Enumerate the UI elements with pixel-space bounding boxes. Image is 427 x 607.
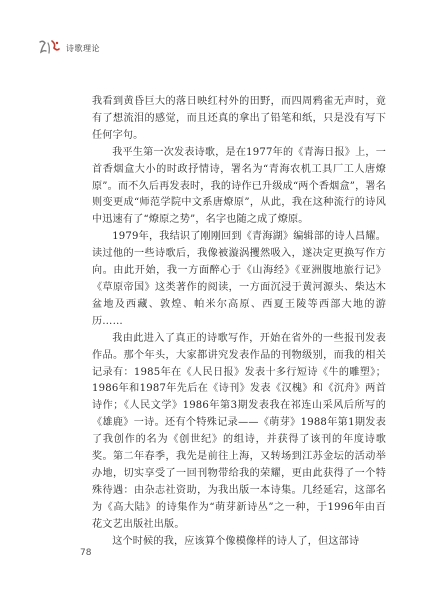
running-header <box>38 38 100 58</box>
calligraphy-logo-icon <box>38 39 62 57</box>
paragraph-2: 我平生第一次发表诗歌，是在1977年的《青海日报》上，一首香烟盒大小的时政抒情诗，署名为“青海农机工具厂工人唐燎原”。而不久后再发表时，我的诗作已升级成“两个香烟盒”，署名则变更成“师范学院中文系唐燎原”，从此，我在这种流行的诗风中迅速有了“燎原之势”，名字也随之成了燎原。 <box>92 146 387 226</box>
paragraph-3: 1979年，我结识了刚刚回到《青海湖》编辑部的诗人昌耀。读过他的一些诗歌后，我像被漩涡攫然吸入，遂决定更换写作方向。由此开始，我一方面醉心于《山海经》《亚洲腹地旅行记》《草原帝国》这类著作的阅读，一方面沉浸于黄河源头、柴达木盆地及西藏、敦煌、帕米尔高原、西夏王陵等西部大地的游历…… <box>92 231 386 327</box>
paragraph-4: 我由此进入了真正的诗歌写作，开始在省外的一些报刊发表作品。那个年头，大家都讲究发表作品的刊物级别，而我的相关记录有：1985年在《人民日报》发表十多行短诗《牛的雕塑》；1986年和1987年先后在《诗刊》发表《汉槐》和《沉舟》两首诗作；《人民文学》1986年第3期发表我在祁连山采风后所写的《雄鹿》一诗。还有个特殊记录——《萌芽》1988年第1期发表了我创作的名为《创世纪》的组诗，并获得了该刊的年度诗歌奖。第二年春季，我先是前往上海，又转场到江苏金坛的活动举办地，切实享受了一回刊物带给我的荣耀，更由此获得了一个特殊待遇：由杂志社资助，为我出版一本诗集。几经延宕，这部名为《高大陆》的诗集作为“萌芽新诗丛”之一种，于1996年由百花文艺出版社出版。 <box>92 332 386 530</box>
body-text <box>92 94 386 550</box>
section-title: 诗歌理论 <box>66 43 100 53</box>
page-number: 78 <box>80 548 92 558</box>
paragraph-1: 我看到黄昏巨大的落日映红村外的田野，而四周鸦雀无声时，竟有了想流泪的感觉，而且还真的拿出了铅笔和纸，只是没有写下任何字句。 <box>92 96 386 141</box>
paragraph-5: 这个时候的我，应该算个像模像样的诗人了，但这部诗 <box>112 535 360 547</box>
